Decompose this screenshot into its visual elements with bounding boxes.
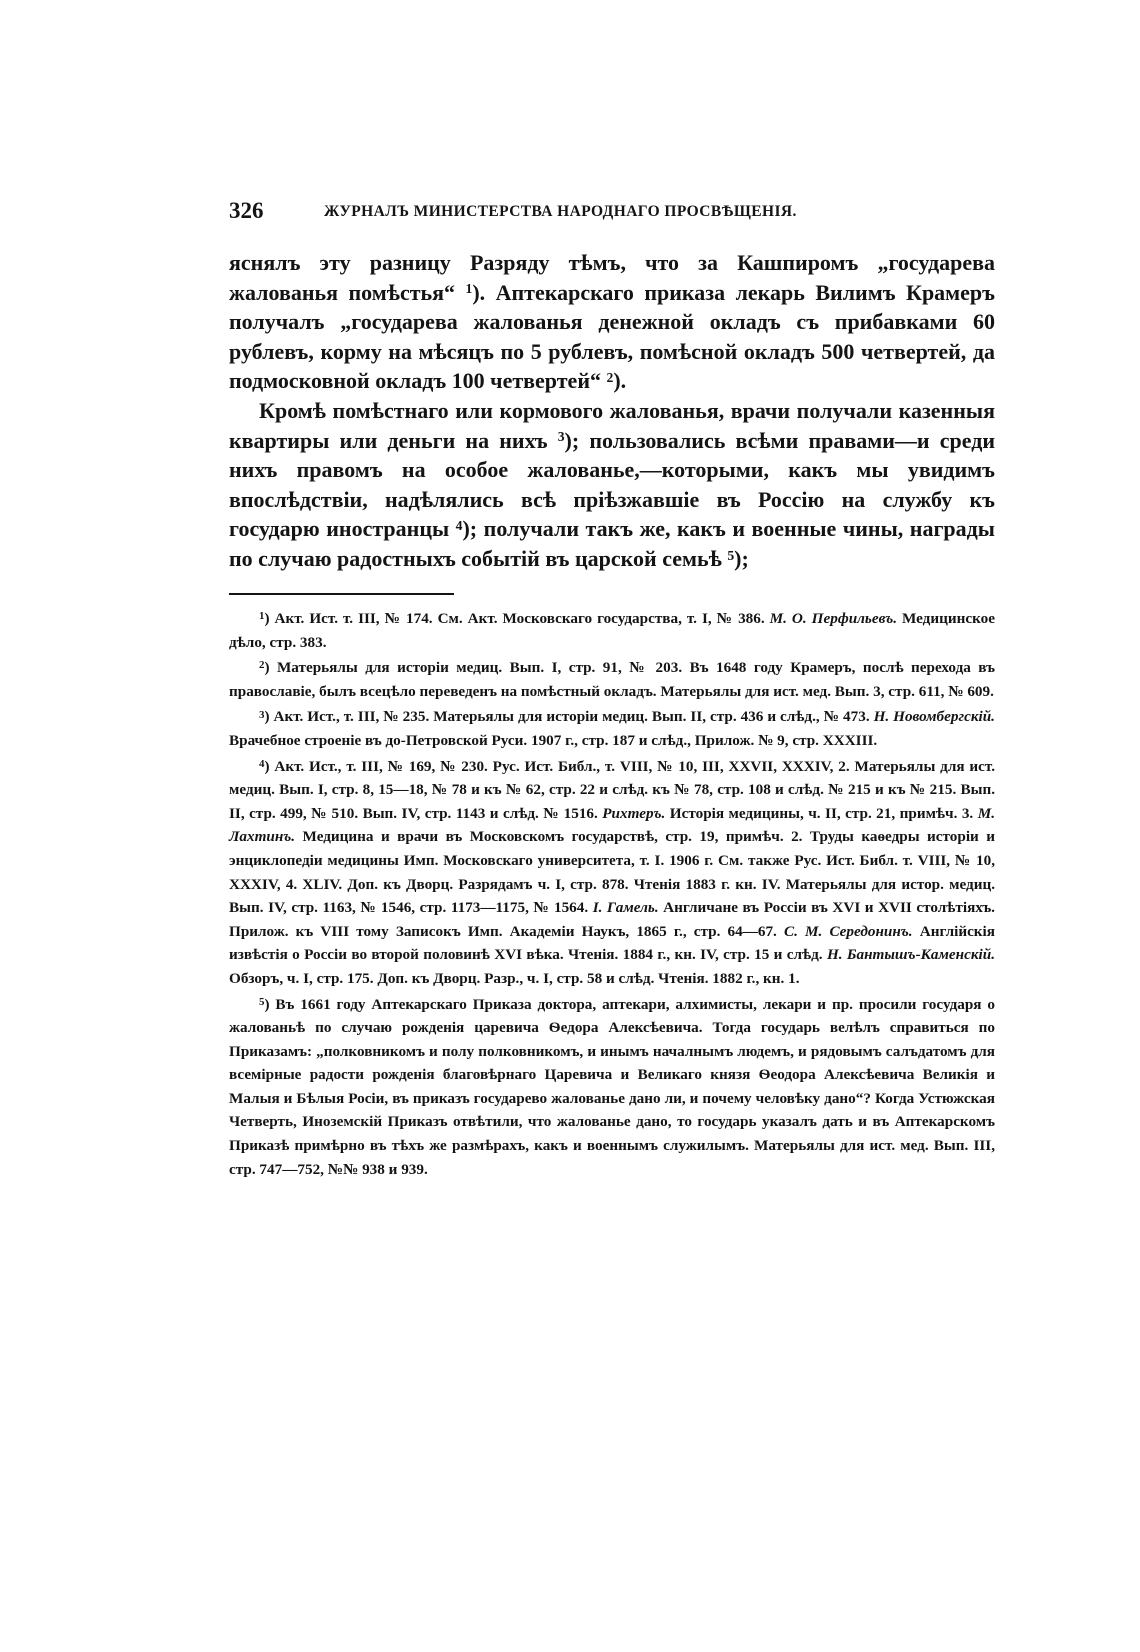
author-name: Н. Бантышъ-Каменскій.: [826, 946, 995, 964]
footnote-ref-4: 4: [455, 518, 463, 534]
author-name: М. Лахтинъ.: [229, 804, 995, 846]
footnote-divider: [229, 593, 454, 595]
footnote-3: $^3$) Акт. Ист., т. III, № 235. Матерьялы для исторіи медиц. Вып. II, стр. 436 и слѣд., № 473. Н. Новомбергскій. Врачебное строеніе въ до-Петровской Руси. 1907 г., стр. 187 и слѣд., Прилож. № 9, стр. XXXIII.: [229, 708, 995, 749]
author-name: Н. Новомбергскій.: [873, 708, 995, 726]
paragraph-1: яснялъ эту разницу Разряду тѣмъ, что за Кашпиромъ „государева жалованья помѣстья“ $^1$). Аптекарскаго приказа лекарь Вилимъ Крамеръ получалъ „государева жалованья денежной окладъ съ прибавками 60 рублевъ, корму на мѣсяцъ по 5 рублевъ, помѣсной окладъ 500 четвертей, да подмосковной окладъ 100 четвертей“ $^2$).: [229, 250, 995, 394]
footnote-5: $^5$) Въ 1661 году Аптекарскаго Приказа доктора, аптекари, алхимисты, лекари и пр. просили государя о жалованьѣ по случаю рожденія царевича Ѳедора Алексѣевича. Тогда государь велѣлъ справиться по Приказамъ: „полковникомъ и полу полковникомъ, и инымъ началнымъ людемъ, и рядовымъ салъдатомъ для всемірные радости рожденія благовѣрнаго Царевича и Великаго князя Ѳеодора Алексѣевича Великія и Малыя и Бѣлыя Росіи, въ приказъ государево жалованье дано ли, и почему человѣку дано“? Когда Устюжская Четверть, Иноземскій Приказъ отвѣтили, что жалованье дано, то государь указалъ дать и въ Аптекарскомъ Приказѣ примѣрно въ тѣхъ же размѣрахъ, какъ и военнымъ служилымъ. Матерьялы для ист. мед. Вып. III, стр. 747—752, №№ 938 и 939.: [229, 995, 995, 1178]
author-name: М. О. Перфильевъ.: [769, 610, 897, 627]
footnote-ref-1: 1: [465, 281, 473, 297]
footnote-4: $^4$) Акт. Ист., т. III, № 169, № 230. Рус. Ист. Библ., т. VIII, № 10, III, XXVII, XXXIV, 2. Матерьялы для ист. медиц. Вып. I, стр. 8, 15—18, № 78 и къ № 62, стр. 22 и слѣд. къ № 78, стр. 108 и слѣд. № 215 и къ № 215. Вып. II, стр. 499, № 510. Вып. IV, стр. 1143 и слѣд. № 1516. Рихтеръ. Исторія медицины, ч. II, стр. 21, примѣч. 3. М. Лахтинъ. Медицина и врачи въ Московскомъ государствѣ, стр. 19, примѣч. 2. Труды каѳедры исторіи и энциклопедіи медицины Имп. Московскаго университета, т. I. 1906 г. См. также Рус. Ист. Библ. т. VIII, № 10, XXXIV, 4. XLIV. Доп. къ Дворц. Разрядамъ ч. I, стр. 878. Чтенія 1883 г. кн. IV. Матерьялы для истор. медиц. Вып. IV, стр. 1163, № 1546, стр. 1173—1175, № 1564. I. Гамель. Англичане въ Россіи въ XVI и XVII столѣтіяхъ. Прилож. къ VIII тому Записокъ Имп. Академіи Наукъ, 1865 г., стр. 64—67. С. М. Середонинъ. Англійскія извѣстія о Россіи во второй половинѣ XVI вѣка. Чтенія. 1884 г., кн. IV, стр. 15 и слѣд. Н. Бантышъ-Каменскій. Обзоръ, ч. I, стр. 175. Доп. къ Дворц. Разр., ч. I, стр. 58 и слѣд. Чтенія. 1882 г., кн. 1.: [229, 757, 995, 987]
author-name: I. Гамель.: [592, 899, 659, 917]
author-name: С. М. Середонинъ.: [783, 922, 913, 940]
main-text: [229, 248, 995, 574]
footnote-2: $^2$) Матерьялы для исторіи медиц. Вып. I, стр. 91, № 203. Въ 1648 году Крамеръ, послѣ перехода въ православіе, былъ всецѣло переведенъ на помѣстный окладъ. Матерьялы для ист. мед. Вып. 3, стр. 611, № 609.: [229, 659, 995, 700]
page-header: [229, 196, 861, 226]
footnotes: [229, 607, 995, 1181]
footnote-ref-3: 3: [557, 429, 565, 445]
author-name: Рихтеръ.: [602, 804, 666, 822]
footnote-ref-2: 2: [606, 370, 614, 386]
footnote-ref-5: 5: [727, 547, 735, 563]
footnote-1: $^1$) Акт. Ист. т. III, № 174. См. Акт. Московскаго государства, т. I, № 386. М. О. Перфильевъ. Медицинское дѣло, стр. 383.: [229, 610, 995, 651]
page-number: 326: [229, 198, 264, 223]
running-title: ЖУРНАЛЪ МИНИСТЕРСТВА НАРОДНАГО ПРОСВѢЩЕНІЯ.: [324, 203, 797, 220]
paragraph-2: Кромѣ помѣстнаго или кормового жалованья, врачи получали казенныя квартиры или деньги на нихъ $^3$); пользовались всѣми правами—и среди нихъ правомъ на особое жалованье,—которыми, какъ мы увидимъ впослѣдствіи, надѣлялись всѣ пріѣзжавшіе въ Россію на службу къ государю иностранцы $^4$); получали такъ же, какъ и военные чины, награды по случаю радостныхъ событій въ царской семьѣ $^5$);: [229, 397, 995, 571]
